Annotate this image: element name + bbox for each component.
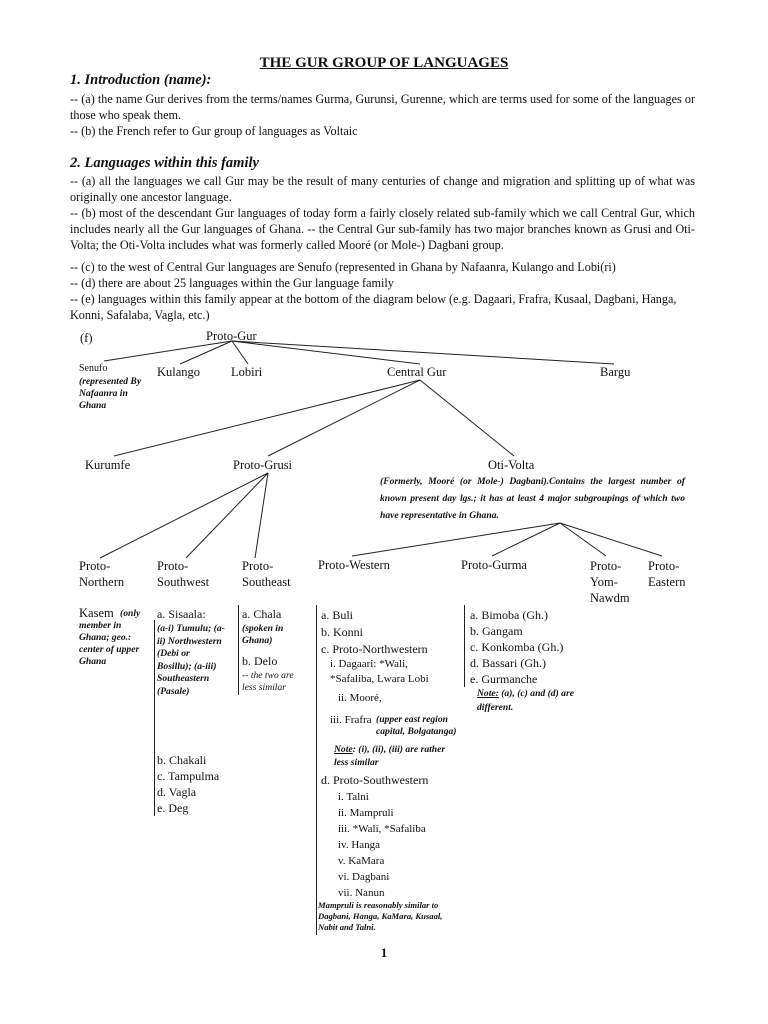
southeast-bracket	[238, 605, 239, 695]
southwest-tampulma: c. Tampulma	[157, 769, 220, 783]
western-proto-northwestern: c. Proto-Northwestern	[321, 642, 428, 656]
family-paragraph-c: -- (c) to the west of Central Gur languages are Senufo (represented in Ghana by Nafaanra, Kulango and Lobi(ri)	[70, 260, 616, 274]
edge-protogur-lobiri	[232, 341, 248, 364]
gurma-note	[477, 687, 587, 715]
northwestern-note	[334, 743, 459, 769]
northwestern-frafra: iii. Frafra	[330, 714, 372, 726]
gurma-bracket	[464, 605, 465, 687]
edge-central-kurumfe	[114, 380, 420, 456]
node-proto-gurma: Proto-Gurma	[461, 558, 527, 572]
node-kulango: Kulango	[157, 365, 201, 379]
edge-protogur-senufo	[104, 341, 232, 361]
northwestern-moore: ii. Mooré,	[338, 692, 382, 704]
gurma-gangam: b. Gangam	[470, 624, 523, 638]
intro-paragraph-a: -- (a) the name Gur derives from the terms/names Gurma, Gurunsi, Gurenne, which are terms used for some of the languages or those who speak them.	[70, 92, 695, 122]
southwestern-kamara: v. KaMara	[338, 855, 385, 867]
edge-otivolta-western	[352, 523, 560, 556]
intro-heading: 1. Introduction (name):	[70, 72, 212, 88]
note-label: Note	[334, 744, 353, 755]
northern-kasem: Kasem	[79, 606, 114, 620]
node-kurumfe: Kurumfe	[85, 458, 131, 472]
node-proto-southeast: Proto-Southeast	[242, 559, 291, 589]
family-heading: 2. Languages within this family	[70, 155, 259, 171]
family-paragraph-b: -- (b) most of the descendant Gur languages of today form a fairly closely related sub-family which we call Central Gur, which includes nearly all the Gur languages of Ghana. -- the Central Gur sub-family has two major branches known as Grusi and Oti-Volta; the Oti-Volta includes what was formerly called Mooré (or Mole-) Dagbani group.	[70, 206, 695, 252]
node-senufo: Senufo	[79, 363, 108, 374]
edge-central-grusi	[268, 380, 420, 456]
edge-protogur-bargu	[232, 341, 614, 364]
edge-grusi-southeast	[255, 473, 268, 558]
node-proto-gur: Proto-Gur	[206, 329, 257, 343]
southeast-chala: a. Chala	[242, 607, 282, 621]
southwestern-dagbani: vi. Dagbani	[338, 871, 390, 883]
node-lobiri: Lobiri	[231, 365, 263, 379]
gurma-bassari: d. Bassari (Gh.)	[470, 656, 546, 670]
edge-protogur-centralgur	[232, 341, 420, 364]
western-proto-southwestern: d. Proto-Southwestern	[321, 773, 429, 787]
intro-paragraph-b: -- (b) the French refer to Gur group of languages as Voltaic	[70, 124, 358, 138]
family-paragraph-a: -- (a) all the languages we call Gur may be the result of many centuries of change and migration and splitting up of what was originally one ancestor language.	[70, 174, 695, 204]
mampruli-footnote: Mampruli is reasonably similar to Dagbani, Hanga, KaMara, Kusaal, Nabit and Talni.	[318, 900, 443, 932]
edge-grusi-southwest	[186, 473, 268, 558]
tree-label-f: (f)	[80, 331, 93, 345]
node-central-gur: Central Gur	[387, 365, 447, 379]
northwestern-dagaari: i. Dagaari: *Wali, *Safaliba, Lwara Lobi	[330, 658, 429, 685]
gurma-note-label: Note:	[477, 688, 499, 699]
edge-grusi-northern	[100, 473, 268, 558]
edge-central-otivolta	[420, 380, 514, 456]
southwestern-mampruli: ii. Mampruli	[338, 807, 394, 819]
gurma-konkomba: c. Konkomba (Gh.)	[470, 640, 564, 654]
node-proto-southwest: Proto-Southwest	[157, 559, 210, 589]
southwest-chakali: b. Chakali	[157, 753, 207, 767]
southwestern-nanun: vii. Nanun	[338, 887, 385, 899]
southwestern-talni: i. Talni	[338, 791, 369, 803]
node-proto-eastern: Proto-Eastern	[648, 559, 686, 589]
western-bracket	[316, 605, 317, 935]
western-buli: a. Buli	[321, 608, 353, 622]
southwest-bracket	[154, 620, 155, 816]
gurma-note-text: (a), (c) and (d) are different.	[477, 688, 574, 713]
southwest-sisaala: a. Sisaala:	[157, 607, 206, 621]
sisaala-note: (a-i) Tumulu; (a-ii) Northwestern (Debi or Bosillu); (a-iii) Southeastern (Pasale)	[157, 623, 225, 697]
family-paragraph-e: -- (e) languages within this family appear at the bottom of the diagram below (e.g. Dagaari, Frafra, Kusaal, Dagbani, Hanga, Konni, Safalaba, Vagla, etc.)	[70, 292, 677, 322]
node-proto-western: Proto-Western	[318, 558, 390, 572]
node-oti-volta: Oti-Volta	[488, 458, 535, 472]
gurma-gurmanche: e. Gurmanche	[470, 672, 538, 686]
node-proto-yom-nawdm: Proto-Yom-Nawdm	[590, 559, 630, 605]
page-title: THE GUR GROUP OF LANGUAGES	[259, 55, 509, 71]
family-paragraph-d: -- (d) there are about 25 languages within the Gur language family	[70, 276, 394, 290]
western-konni: b. Konni	[321, 625, 363, 639]
chala-note: (spoken in Ghana)	[242, 623, 284, 646]
gurma-bimoba: a. Bimoba (Gh.)	[470, 608, 548, 622]
southwestern-wali-safaliba: iii. *Wali, *Safaliba	[338, 823, 426, 835]
node-bargu: Bargu	[600, 365, 631, 379]
page-number: 1	[380, 945, 388, 960]
senufo-note: (represented By Nafaanra in Ghana	[79, 376, 142, 411]
edge-otivolta-yom	[560, 523, 606, 556]
southeast-note: -- the two are less similar	[242, 670, 294, 693]
kasem-note: (only member in Ghana; geo.: center of upper Ghana	[79, 608, 141, 667]
edge-otivolta-eastern	[560, 523, 662, 556]
frafra-note: (upper east region capital, Bolgatanga)	[376, 714, 457, 737]
node-proto-grusi: Proto-Grusi	[233, 458, 293, 472]
node-proto-northern: Proto-Northern	[79, 559, 125, 589]
southwestern-hanga: iv. Hanga	[338, 839, 381, 851]
southwest-deg: e. Deg	[157, 801, 189, 815]
note-text: : (i), (ii), (iii) are rather less similar	[334, 744, 446, 768]
oti-volta-note: (Formerly, Mooré (or Mole-) Dagbani).Contains the largest number of known present day lgs.; it has at least 4 major subgroupings of which two have representative in Ghana.	[380, 476, 685, 521]
edge-protogur-kulango	[180, 341, 232, 364]
southeast-delo: b. Delo	[242, 654, 278, 668]
southwest-vagla: d. Vagla	[157, 785, 197, 799]
